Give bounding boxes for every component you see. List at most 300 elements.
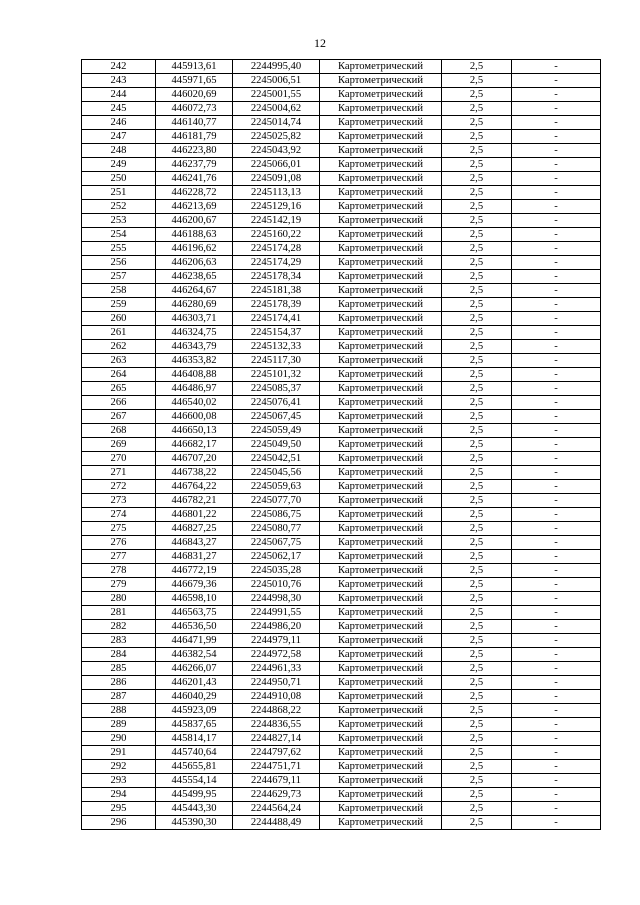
x-coordinate-cell: 445655,81 bbox=[156, 760, 233, 774]
x-coordinate-cell: 446228,72 bbox=[156, 186, 233, 200]
y-coordinate-cell: 2245042,51 bbox=[233, 452, 320, 466]
method-cell: Картометрический bbox=[320, 578, 442, 592]
description-cell: - bbox=[512, 312, 601, 326]
y-coordinate-cell: 2245117,30 bbox=[233, 354, 320, 368]
accuracy-cell: 2,5 bbox=[442, 494, 512, 508]
y-coordinate-cell: 2245006,51 bbox=[233, 74, 320, 88]
table-row bbox=[82, 368, 601, 382]
method-cell: Картометрический bbox=[320, 410, 442, 424]
description-cell: - bbox=[512, 368, 601, 382]
point-number-cell: 242 bbox=[82, 60, 156, 74]
y-coordinate-cell: 2245174,41 bbox=[233, 312, 320, 326]
x-coordinate-cell: 446181,79 bbox=[156, 130, 233, 144]
y-coordinate-cell: 2244488,49 bbox=[233, 816, 320, 830]
point-number-cell: 244 bbox=[82, 88, 156, 102]
x-coordinate-cell: 446237,79 bbox=[156, 158, 233, 172]
point-number-cell: 267 bbox=[82, 410, 156, 424]
accuracy-cell: 2,5 bbox=[442, 718, 512, 732]
method-cell: Картометрический bbox=[320, 74, 442, 88]
table-row bbox=[82, 438, 601, 452]
method-cell: Картометрический bbox=[320, 354, 442, 368]
x-coordinate-cell: 446196,62 bbox=[156, 242, 233, 256]
description-cell: - bbox=[512, 634, 601, 648]
accuracy-cell: 2,5 bbox=[442, 522, 512, 536]
table-row bbox=[82, 662, 601, 676]
point-number-cell: 276 bbox=[82, 536, 156, 550]
accuracy-cell: 2,5 bbox=[442, 200, 512, 214]
method-cell: Картометрический bbox=[320, 340, 442, 354]
description-cell: - bbox=[512, 536, 601, 550]
y-coordinate-cell: 2245077,70 bbox=[233, 494, 320, 508]
method-cell: Картометрический bbox=[320, 634, 442, 648]
point-number-cell: 259 bbox=[82, 298, 156, 312]
table-row bbox=[82, 676, 601, 690]
method-cell: Картометрический bbox=[320, 802, 442, 816]
point-number-cell: 274 bbox=[82, 508, 156, 522]
accuracy-cell: 2,5 bbox=[442, 214, 512, 228]
y-coordinate-cell: 2244827,14 bbox=[233, 732, 320, 746]
y-coordinate-cell: 2245043,92 bbox=[233, 144, 320, 158]
accuracy-cell: 2,5 bbox=[442, 116, 512, 130]
point-number-cell: 254 bbox=[82, 228, 156, 242]
point-number-cell: 257 bbox=[82, 270, 156, 284]
method-cell: Картометрический bbox=[320, 466, 442, 480]
accuracy-cell: 2,5 bbox=[442, 424, 512, 438]
x-coordinate-cell: 446040,29 bbox=[156, 690, 233, 704]
description-cell: - bbox=[512, 704, 601, 718]
table-row bbox=[82, 648, 601, 662]
accuracy-cell: 2,5 bbox=[442, 438, 512, 452]
point-number-cell: 262 bbox=[82, 340, 156, 354]
table-row bbox=[82, 158, 601, 172]
table-row bbox=[82, 718, 601, 732]
table-row bbox=[82, 578, 601, 592]
accuracy-cell: 2,5 bbox=[442, 774, 512, 788]
table-row bbox=[82, 172, 601, 186]
description-cell: - bbox=[512, 270, 601, 284]
accuracy-cell: 2,5 bbox=[442, 298, 512, 312]
description-cell: - bbox=[512, 354, 601, 368]
method-cell: Картометрический bbox=[320, 718, 442, 732]
description-cell: - bbox=[512, 144, 601, 158]
method-cell: Картометрический bbox=[320, 648, 442, 662]
description-cell: - bbox=[512, 60, 601, 74]
y-coordinate-cell: 2244972,58 bbox=[233, 648, 320, 662]
y-coordinate-cell: 2245178,39 bbox=[233, 298, 320, 312]
point-number-cell: 265 bbox=[82, 382, 156, 396]
table-row bbox=[82, 480, 601, 494]
method-cell: Картометрический bbox=[320, 480, 442, 494]
point-number-cell: 282 bbox=[82, 620, 156, 634]
accuracy-cell: 2,5 bbox=[442, 662, 512, 676]
point-number-cell: 264 bbox=[82, 368, 156, 382]
method-cell: Картометрический bbox=[320, 382, 442, 396]
accuracy-cell: 2,5 bbox=[442, 536, 512, 550]
description-cell: - bbox=[512, 200, 601, 214]
description-cell: - bbox=[512, 214, 601, 228]
point-number-cell: 256 bbox=[82, 256, 156, 270]
method-cell: Картометрический bbox=[320, 172, 442, 186]
table-row bbox=[82, 396, 601, 410]
x-coordinate-cell: 445913,61 bbox=[156, 60, 233, 74]
description-cell: - bbox=[512, 130, 601, 144]
y-coordinate-cell: 2245154,37 bbox=[233, 326, 320, 340]
method-cell: Картометрический bbox=[320, 732, 442, 746]
point-number-cell: 247 bbox=[82, 130, 156, 144]
accuracy-cell: 2,5 bbox=[442, 102, 512, 116]
method-cell: Картометрический bbox=[320, 242, 442, 256]
y-coordinate-cell: 2244961,33 bbox=[233, 662, 320, 676]
y-coordinate-cell: 2245181,38 bbox=[233, 284, 320, 298]
description-cell: - bbox=[512, 438, 601, 452]
y-coordinate-cell: 2245025,82 bbox=[233, 130, 320, 144]
accuracy-cell: 2,5 bbox=[442, 172, 512, 186]
description-cell: - bbox=[512, 340, 601, 354]
x-coordinate-cell: 446801,22 bbox=[156, 508, 233, 522]
point-number-cell: 277 bbox=[82, 550, 156, 564]
point-number-cell: 260 bbox=[82, 312, 156, 326]
table-row bbox=[82, 284, 601, 298]
point-number-cell: 251 bbox=[82, 186, 156, 200]
point-number-cell: 288 bbox=[82, 704, 156, 718]
y-coordinate-cell: 2245174,29 bbox=[233, 256, 320, 270]
table-row bbox=[82, 620, 601, 634]
point-number-cell: 290 bbox=[82, 732, 156, 746]
description-cell: - bbox=[512, 662, 601, 676]
description-cell: - bbox=[512, 74, 601, 88]
table-row bbox=[82, 536, 601, 550]
description-cell: - bbox=[512, 648, 601, 662]
method-cell: Картометрический bbox=[320, 536, 442, 550]
table-row bbox=[82, 774, 601, 788]
accuracy-cell: 2,5 bbox=[442, 466, 512, 480]
method-cell: Картометрический bbox=[320, 522, 442, 536]
description-cell: - bbox=[512, 480, 601, 494]
table-row bbox=[82, 88, 601, 102]
table-row bbox=[82, 102, 601, 116]
accuracy-cell: 2,5 bbox=[442, 564, 512, 578]
description-cell: - bbox=[512, 396, 601, 410]
x-coordinate-cell: 445390,30 bbox=[156, 816, 233, 830]
point-number-cell: 287 bbox=[82, 690, 156, 704]
accuracy-cell: 2,5 bbox=[442, 368, 512, 382]
method-cell: Картометрический bbox=[320, 88, 442, 102]
y-coordinate-cell: 2244998,30 bbox=[233, 592, 320, 606]
description-cell: - bbox=[512, 116, 601, 130]
description-cell: - bbox=[512, 494, 601, 508]
table-row bbox=[82, 130, 601, 144]
point-number-cell: 289 bbox=[82, 718, 156, 732]
method-cell: Картометрический bbox=[320, 704, 442, 718]
method-cell: Картометрический bbox=[320, 662, 442, 676]
table-row bbox=[82, 788, 601, 802]
x-coordinate-cell: 446738,22 bbox=[156, 466, 233, 480]
x-coordinate-cell: 446223,80 bbox=[156, 144, 233, 158]
table-row bbox=[82, 312, 601, 326]
point-number-cell: 261 bbox=[82, 326, 156, 340]
accuracy-cell: 2,5 bbox=[442, 816, 512, 830]
table-row bbox=[82, 298, 601, 312]
x-coordinate-cell: 445923,09 bbox=[156, 704, 233, 718]
y-coordinate-cell: 2244797,62 bbox=[233, 746, 320, 760]
table-row bbox=[82, 60, 601, 74]
accuracy-cell: 2,5 bbox=[442, 452, 512, 466]
point-number-cell: 295 bbox=[82, 802, 156, 816]
table-row bbox=[82, 466, 601, 480]
description-cell: - bbox=[512, 592, 601, 606]
method-cell: Картометрический bbox=[320, 144, 442, 158]
point-number-cell: 279 bbox=[82, 578, 156, 592]
method-cell: Картометрический bbox=[320, 424, 442, 438]
x-coordinate-cell: 446827,25 bbox=[156, 522, 233, 536]
accuracy-cell: 2,5 bbox=[442, 284, 512, 298]
description-cell: - bbox=[512, 228, 601, 242]
description-cell: - bbox=[512, 186, 601, 200]
point-number-cell: 263 bbox=[82, 354, 156, 368]
x-coordinate-cell: 445443,30 bbox=[156, 802, 233, 816]
y-coordinate-cell: 2245076,41 bbox=[233, 396, 320, 410]
description-cell: - bbox=[512, 578, 601, 592]
x-coordinate-cell: 446280,69 bbox=[156, 298, 233, 312]
point-number-cell: 270 bbox=[82, 452, 156, 466]
point-number-cell: 248 bbox=[82, 144, 156, 158]
description-cell: - bbox=[512, 256, 601, 270]
method-cell: Картометрический bbox=[320, 438, 442, 452]
description-cell: - bbox=[512, 746, 601, 760]
point-number-cell: 286 bbox=[82, 676, 156, 690]
y-coordinate-cell: 2244986,20 bbox=[233, 620, 320, 634]
method-cell: Картометрический bbox=[320, 200, 442, 214]
point-number-cell: 243 bbox=[82, 74, 156, 88]
x-coordinate-cell: 446020,69 bbox=[156, 88, 233, 102]
method-cell: Картометрический bbox=[320, 116, 442, 130]
y-coordinate-cell: 2245080,77 bbox=[233, 522, 320, 536]
y-coordinate-cell: 2244979,11 bbox=[233, 634, 320, 648]
description-cell: - bbox=[512, 522, 601, 536]
table-row bbox=[82, 382, 601, 396]
method-cell: Картометрический bbox=[320, 774, 442, 788]
accuracy-cell: 2,5 bbox=[442, 732, 512, 746]
method-cell: Картометрический bbox=[320, 256, 442, 270]
table-row bbox=[82, 270, 601, 284]
table-row bbox=[82, 242, 601, 256]
x-coordinate-cell: 446353,82 bbox=[156, 354, 233, 368]
y-coordinate-cell: 2245178,34 bbox=[233, 270, 320, 284]
point-number-cell: 269 bbox=[82, 438, 156, 452]
x-coordinate-cell: 446679,36 bbox=[156, 578, 233, 592]
y-coordinate-cell: 2245067,75 bbox=[233, 536, 320, 550]
method-cell: Картометрический bbox=[320, 214, 442, 228]
x-coordinate-cell: 446382,54 bbox=[156, 648, 233, 662]
table-row bbox=[82, 508, 601, 522]
point-number-cell: 258 bbox=[82, 284, 156, 298]
y-coordinate-cell: 2245045,56 bbox=[233, 466, 320, 480]
point-number-cell: 278 bbox=[82, 564, 156, 578]
x-coordinate-cell: 446408,88 bbox=[156, 368, 233, 382]
description-cell: - bbox=[512, 424, 601, 438]
description-cell: - bbox=[512, 382, 601, 396]
x-coordinate-cell: 445814,17 bbox=[156, 732, 233, 746]
y-coordinate-cell: 2244950,71 bbox=[233, 676, 320, 690]
method-cell: Картометрический bbox=[320, 494, 442, 508]
point-number-cell: 249 bbox=[82, 158, 156, 172]
accuracy-cell: 2,5 bbox=[442, 228, 512, 242]
x-coordinate-cell: 446238,65 bbox=[156, 270, 233, 284]
point-number-cell: 294 bbox=[82, 788, 156, 802]
y-coordinate-cell: 2245085,37 bbox=[233, 382, 320, 396]
x-coordinate-cell: 446266,07 bbox=[156, 662, 233, 676]
description-cell: - bbox=[512, 802, 601, 816]
table-row bbox=[82, 816, 601, 830]
y-coordinate-cell: 2244868,22 bbox=[233, 704, 320, 718]
accuracy-cell: 2,5 bbox=[442, 60, 512, 74]
table-row bbox=[82, 256, 601, 270]
accuracy-cell: 2,5 bbox=[442, 578, 512, 592]
method-cell: Картометрический bbox=[320, 158, 442, 172]
x-coordinate-cell: 446563,75 bbox=[156, 606, 233, 620]
method-cell: Картометрический bbox=[320, 564, 442, 578]
accuracy-cell: 2,5 bbox=[442, 340, 512, 354]
method-cell: Картометрический bbox=[320, 676, 442, 690]
point-number-cell: 252 bbox=[82, 200, 156, 214]
x-coordinate-cell: 446206,63 bbox=[156, 256, 233, 270]
table-row bbox=[82, 760, 601, 774]
description-cell: - bbox=[512, 88, 601, 102]
y-coordinate-cell: 2245062,17 bbox=[233, 550, 320, 564]
table-row bbox=[82, 186, 601, 200]
method-cell: Картометрический bbox=[320, 396, 442, 410]
point-number-cell: 285 bbox=[82, 662, 156, 676]
description-cell: - bbox=[512, 732, 601, 746]
accuracy-cell: 2,5 bbox=[442, 410, 512, 424]
y-coordinate-cell: 2244991,55 bbox=[233, 606, 320, 620]
x-coordinate-cell: 446200,67 bbox=[156, 214, 233, 228]
description-cell: - bbox=[512, 452, 601, 466]
accuracy-cell: 2,5 bbox=[442, 788, 512, 802]
description-cell: - bbox=[512, 242, 601, 256]
x-coordinate-cell: 445499,95 bbox=[156, 788, 233, 802]
description-cell: - bbox=[512, 284, 601, 298]
accuracy-cell: 2,5 bbox=[442, 256, 512, 270]
y-coordinate-cell: 2244629,73 bbox=[233, 788, 320, 802]
point-number-cell: 253 bbox=[82, 214, 156, 228]
accuracy-cell: 2,5 bbox=[442, 396, 512, 410]
accuracy-cell: 2,5 bbox=[442, 550, 512, 564]
description-cell: - bbox=[512, 774, 601, 788]
y-coordinate-cell: 2245001,55 bbox=[233, 88, 320, 102]
accuracy-cell: 2,5 bbox=[442, 382, 512, 396]
description-cell: - bbox=[512, 564, 601, 578]
table-row bbox=[82, 746, 601, 760]
description-cell: - bbox=[512, 158, 601, 172]
method-cell: Картометрический bbox=[320, 452, 442, 466]
table-row bbox=[82, 200, 601, 214]
point-number-cell: 284 bbox=[82, 648, 156, 662]
point-number-cell: 293 bbox=[82, 774, 156, 788]
y-coordinate-cell: 2244679,11 bbox=[233, 774, 320, 788]
accuracy-cell: 2,5 bbox=[442, 354, 512, 368]
accuracy-cell: 2,5 bbox=[442, 746, 512, 760]
y-coordinate-cell: 2245129,16 bbox=[233, 200, 320, 214]
table-row bbox=[82, 326, 601, 340]
x-coordinate-cell: 446486,97 bbox=[156, 382, 233, 396]
x-coordinate-cell: 446536,50 bbox=[156, 620, 233, 634]
table-row bbox=[82, 704, 601, 718]
description-cell: - bbox=[512, 172, 601, 186]
accuracy-cell: 2,5 bbox=[442, 480, 512, 494]
point-number-cell: 245 bbox=[82, 102, 156, 116]
table-row bbox=[82, 550, 601, 564]
description-cell: - bbox=[512, 326, 601, 340]
x-coordinate-cell: 446188,63 bbox=[156, 228, 233, 242]
y-coordinate-cell: 2245086,75 bbox=[233, 508, 320, 522]
accuracy-cell: 2,5 bbox=[442, 312, 512, 326]
x-coordinate-cell: 446303,71 bbox=[156, 312, 233, 326]
y-coordinate-cell: 2244751,71 bbox=[233, 760, 320, 774]
x-coordinate-cell: 446471,99 bbox=[156, 634, 233, 648]
x-coordinate-cell: 446540,02 bbox=[156, 396, 233, 410]
accuracy-cell: 2,5 bbox=[442, 676, 512, 690]
table-row bbox=[82, 732, 601, 746]
table-row bbox=[82, 564, 601, 578]
accuracy-cell: 2,5 bbox=[442, 648, 512, 662]
y-coordinate-cell: 2245132,33 bbox=[233, 340, 320, 354]
y-coordinate-cell: 2245035,28 bbox=[233, 564, 320, 578]
y-coordinate-cell: 2244995,40 bbox=[233, 60, 320, 74]
method-cell: Картометрический bbox=[320, 284, 442, 298]
x-coordinate-cell: 446772,19 bbox=[156, 564, 233, 578]
method-cell: Картометрический bbox=[320, 368, 442, 382]
y-coordinate-cell: 2245059,49 bbox=[233, 424, 320, 438]
table-row bbox=[82, 354, 601, 368]
accuracy-cell: 2,5 bbox=[442, 88, 512, 102]
method-cell: Картометрический bbox=[320, 228, 442, 242]
description-cell: - bbox=[512, 298, 601, 312]
y-coordinate-cell: 2245010,76 bbox=[233, 578, 320, 592]
description-cell: - bbox=[512, 788, 601, 802]
point-number-cell: 255 bbox=[82, 242, 156, 256]
table-row bbox=[82, 228, 601, 242]
table-row bbox=[82, 116, 601, 130]
x-coordinate-cell: 446324,75 bbox=[156, 326, 233, 340]
y-coordinate-cell: 2245067,45 bbox=[233, 410, 320, 424]
table-row bbox=[82, 74, 601, 88]
method-cell: Картометрический bbox=[320, 592, 442, 606]
x-coordinate-cell: 445837,65 bbox=[156, 718, 233, 732]
x-coordinate-cell: 446264,67 bbox=[156, 284, 233, 298]
y-coordinate-cell: 2245091,08 bbox=[233, 172, 320, 186]
method-cell: Картометрический bbox=[320, 298, 442, 312]
x-coordinate-cell: 445971,65 bbox=[156, 74, 233, 88]
accuracy-cell: 2,5 bbox=[442, 634, 512, 648]
y-coordinate-cell: 2244564,24 bbox=[233, 802, 320, 816]
accuracy-cell: 2,5 bbox=[442, 802, 512, 816]
description-cell: - bbox=[512, 690, 601, 704]
point-number-cell: 266 bbox=[82, 396, 156, 410]
table-row bbox=[82, 424, 601, 438]
accuracy-cell: 2,5 bbox=[442, 242, 512, 256]
y-coordinate-cell: 2245066,01 bbox=[233, 158, 320, 172]
x-coordinate-cell: 446682,17 bbox=[156, 438, 233, 452]
point-number-cell: 292 bbox=[82, 760, 156, 774]
table-row bbox=[82, 144, 601, 158]
x-coordinate-cell: 446598,10 bbox=[156, 592, 233, 606]
x-coordinate-cell: 446140,77 bbox=[156, 116, 233, 130]
description-cell: - bbox=[512, 620, 601, 634]
method-cell: Картометрический bbox=[320, 550, 442, 564]
x-coordinate-cell: 445554,14 bbox=[156, 774, 233, 788]
description-cell: - bbox=[512, 410, 601, 424]
